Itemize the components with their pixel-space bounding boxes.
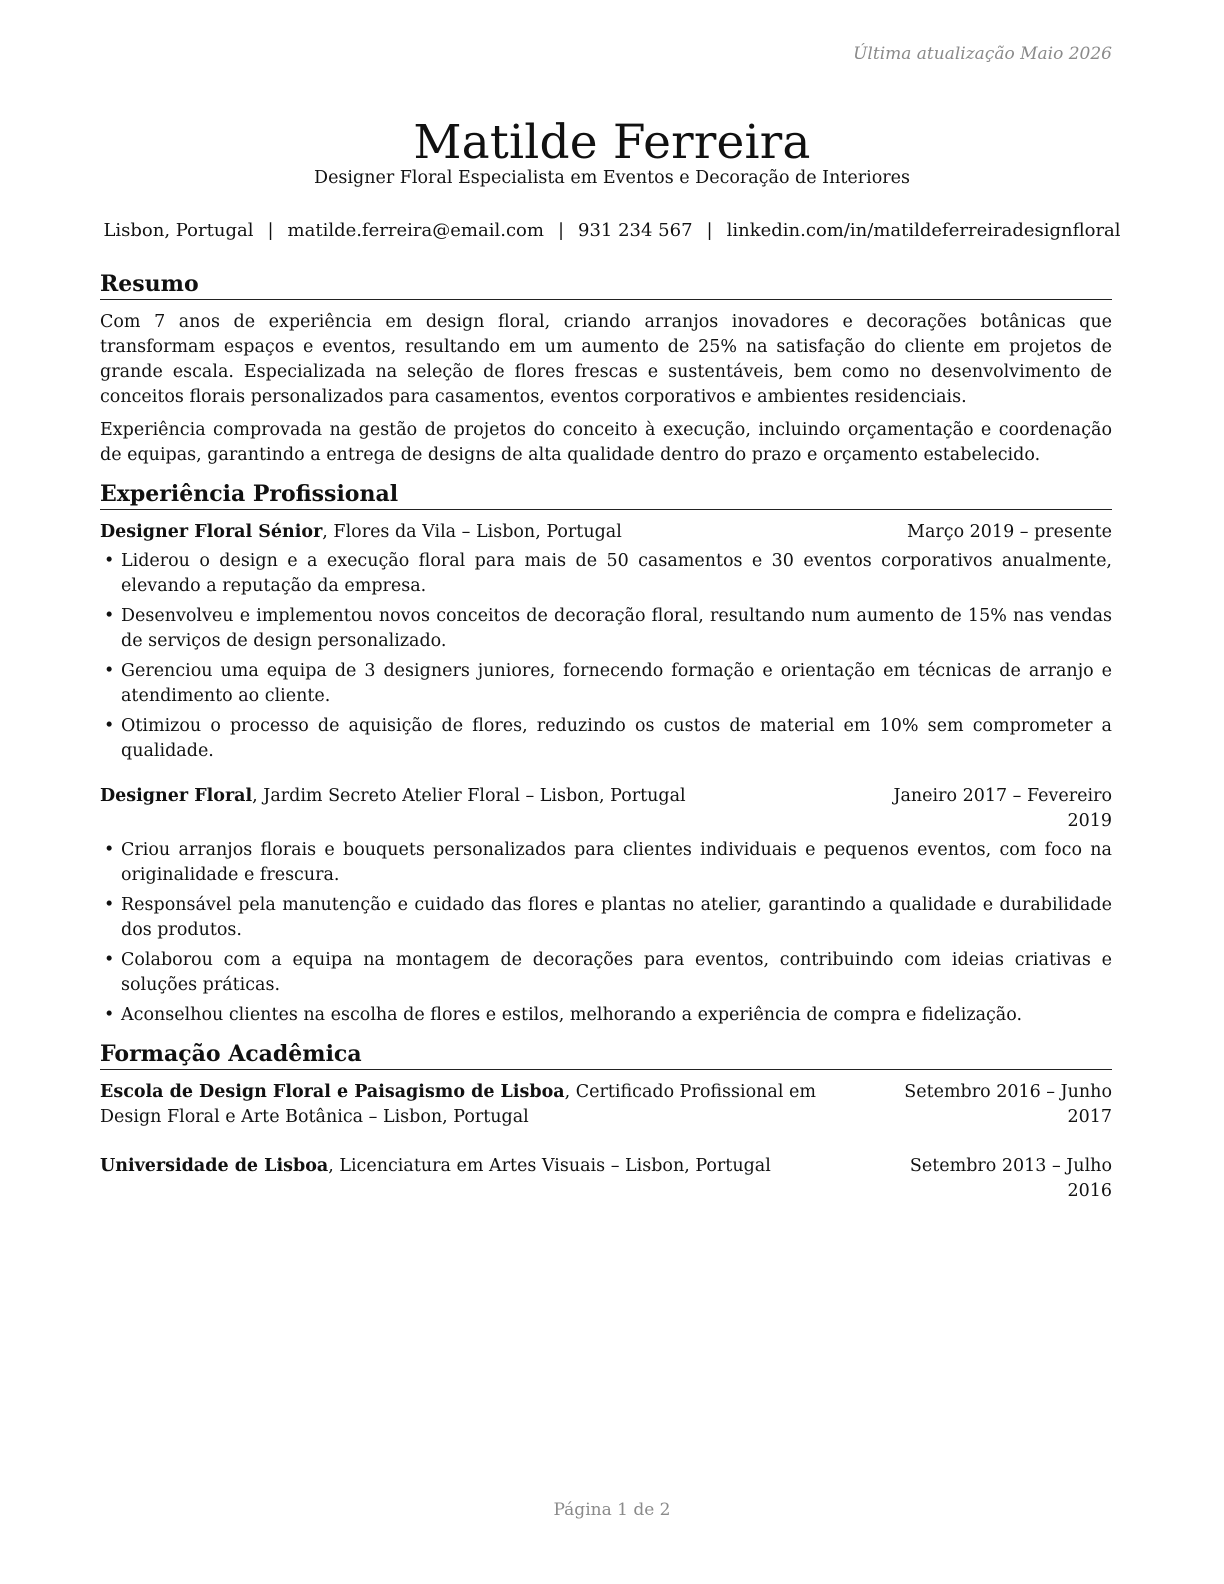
bullet-item (100, 659, 1112, 709)
education-detail: , Certificado Profissional em Design Floral e Arte Botânica – Lisbon, Portugal (100, 1082, 816, 1127)
bullet-text: Criou arranjos florais e bouquets personalizados para clientes individuais e pequenos eventos, com foco na originalidade e frescura. (121, 840, 1112, 885)
job-company: , Flores da Vila – Lisbon, Portugal (322, 522, 622, 542)
resume-body (100, 270, 1112, 1216)
contact-linkedin[interactable]: linkedin.com/in/matildeferreiradesignfloral (726, 220, 1121, 241)
job-bullets (100, 838, 1112, 1028)
bullet-text: Desenvolveu e implementou novos conceitos de decoração floral, resultando num aumento de 15% nas vendas de serviços de design personalizado. (121, 606, 1112, 651)
bullet-item (100, 838, 1112, 888)
bullet-text: Liderou o design e a execução floral para mais de 50 casamentos e 30 eventos corporativos anualmente, elevando a reputação da empresa. (121, 551, 1112, 596)
bullet-icon: • (104, 950, 115, 970)
bullet-icon: • (104, 606, 115, 626)
contact-location: Lisbon, Portugal (103, 220, 254, 241)
job-dates: Março 2019 – presente (907, 522, 1112, 542)
education-institution: Escola de Design Floral e Paisagismo de Lisboa (100, 1082, 565, 1102)
experience-section (100, 480, 1112, 1028)
job-role: Designer Floral (100, 786, 253, 806)
section-title: Formação Acadêmica (100, 1040, 1112, 1070)
bullet-item (100, 948, 1112, 998)
contact-phone[interactable]: 931 234 567 (578, 220, 693, 241)
education-title-line (100, 1080, 872, 1130)
bullet-icon: • (104, 1005, 115, 1025)
bullet-text: Responsável pela manutenção e cuidado das flores e plantas no atelier, garantindo a qualidade e durabilidade dos produtos. (121, 895, 1112, 940)
professional-subtitle: Designer Floral Especialista em Eventos e Decoração de Interiores (314, 168, 910, 188)
contact-line (0, 220, 1224, 241)
summary-paragraph: Com 7 anos de experiência em design floral, criando arranjos inovadores e decorações botânicas que transformam espaços e eventos, resultando em um aumento de 25% na satisfação do cliente em projetos de grande escala. Especializada na seleção de flores frescas e sustentáveis, bem como no desenvolvimento de conceitos florais personalizados para casamentos, eventos corporativos e ambientes residenciais. (100, 312, 1112, 407)
job-company: , Jardim Secreto Atelier Floral – Lisbon, Portugal (252, 786, 686, 806)
bullet-icon: • (104, 840, 115, 860)
education-title-line (100, 1154, 872, 1179)
bullet-icon: • (104, 551, 115, 571)
last-updated-note: Última atualização Maio 2026 (853, 44, 1112, 64)
job-bullets (100, 549, 1112, 764)
bullet-icon: • (104, 661, 115, 681)
education-institution: Universidade de Lisboa (100, 1156, 329, 1176)
bullet-text: Otimizou o processo de aquisição de flores, reduzindo os custos de material em 10% sem comprometer a qualidade. (121, 716, 1112, 761)
education-section (100, 1040, 1112, 1204)
summary-paragraph: Experiência comprovada na gestão de projetos do conceito à execução, incluindo orçamentação e coordenação de equipas, garantindo a entrega de designs de alta qualidade dentro do prazo e orçamento estabelecido. (100, 420, 1112, 465)
education-entry (100, 1154, 1112, 1204)
bullet-text: Colaborou com a equipa na montagem de decorações para eventos, contribuindo com ideias criativas e soluções práticas. (121, 950, 1112, 995)
section-title: Experiência Profissional (100, 480, 1112, 510)
education-detail: , Licenciatura em Artes Visuais – Lisbon, Portugal (328, 1156, 771, 1176)
job-dates: Janeiro 2017 – Fevereiro 2019 (893, 786, 1112, 831)
summary-section (100, 270, 1112, 468)
education-header (100, 1154, 1112, 1204)
education-dates: Setembro 2013 – Julho 2016 (909, 1156, 1112, 1201)
job-title-line (100, 520, 907, 545)
bullet-item (100, 893, 1112, 943)
page-number: Página 1 de 2 (553, 1500, 671, 1520)
contact-email[interactable]: matilde.ferreira@email.com (287, 220, 544, 241)
job-title-line (100, 784, 872, 809)
job-entry (100, 784, 1112, 1028)
contact-separator: | (557, 220, 565, 241)
bullet-icon: • (104, 716, 115, 736)
job-header (100, 784, 1112, 834)
candidate-name: Matilde Ferreira (413, 115, 811, 171)
education-dates: Setembro 2016 – Junho 2017 (904, 1082, 1112, 1127)
bullet-text: Gerenciou uma equipa de 3 designers juniores, fornecendo formação e orientação em técnicas de arranjo e atendimento ao cliente. (121, 661, 1112, 706)
bullet-item (100, 714, 1112, 764)
section-title: Resumo (100, 270, 1112, 300)
bullet-text: Aconselhou clientes na escolha de flores e estilos, melhorando a experiência de compra e fidelização. (121, 1005, 1023, 1025)
education-entry (100, 1080, 1112, 1130)
bullet-item (100, 604, 1112, 654)
contact-separator: | (267, 220, 274, 241)
bullet-icon: • (104, 895, 115, 915)
job-entry (100, 520, 1112, 764)
job-header (100, 520, 1112, 545)
bullet-item (100, 1003, 1112, 1028)
education-header (100, 1080, 1112, 1130)
job-role: Designer Floral Sénior (100, 522, 323, 542)
contact-separator: | (706, 220, 713, 241)
bullet-item (100, 549, 1112, 599)
